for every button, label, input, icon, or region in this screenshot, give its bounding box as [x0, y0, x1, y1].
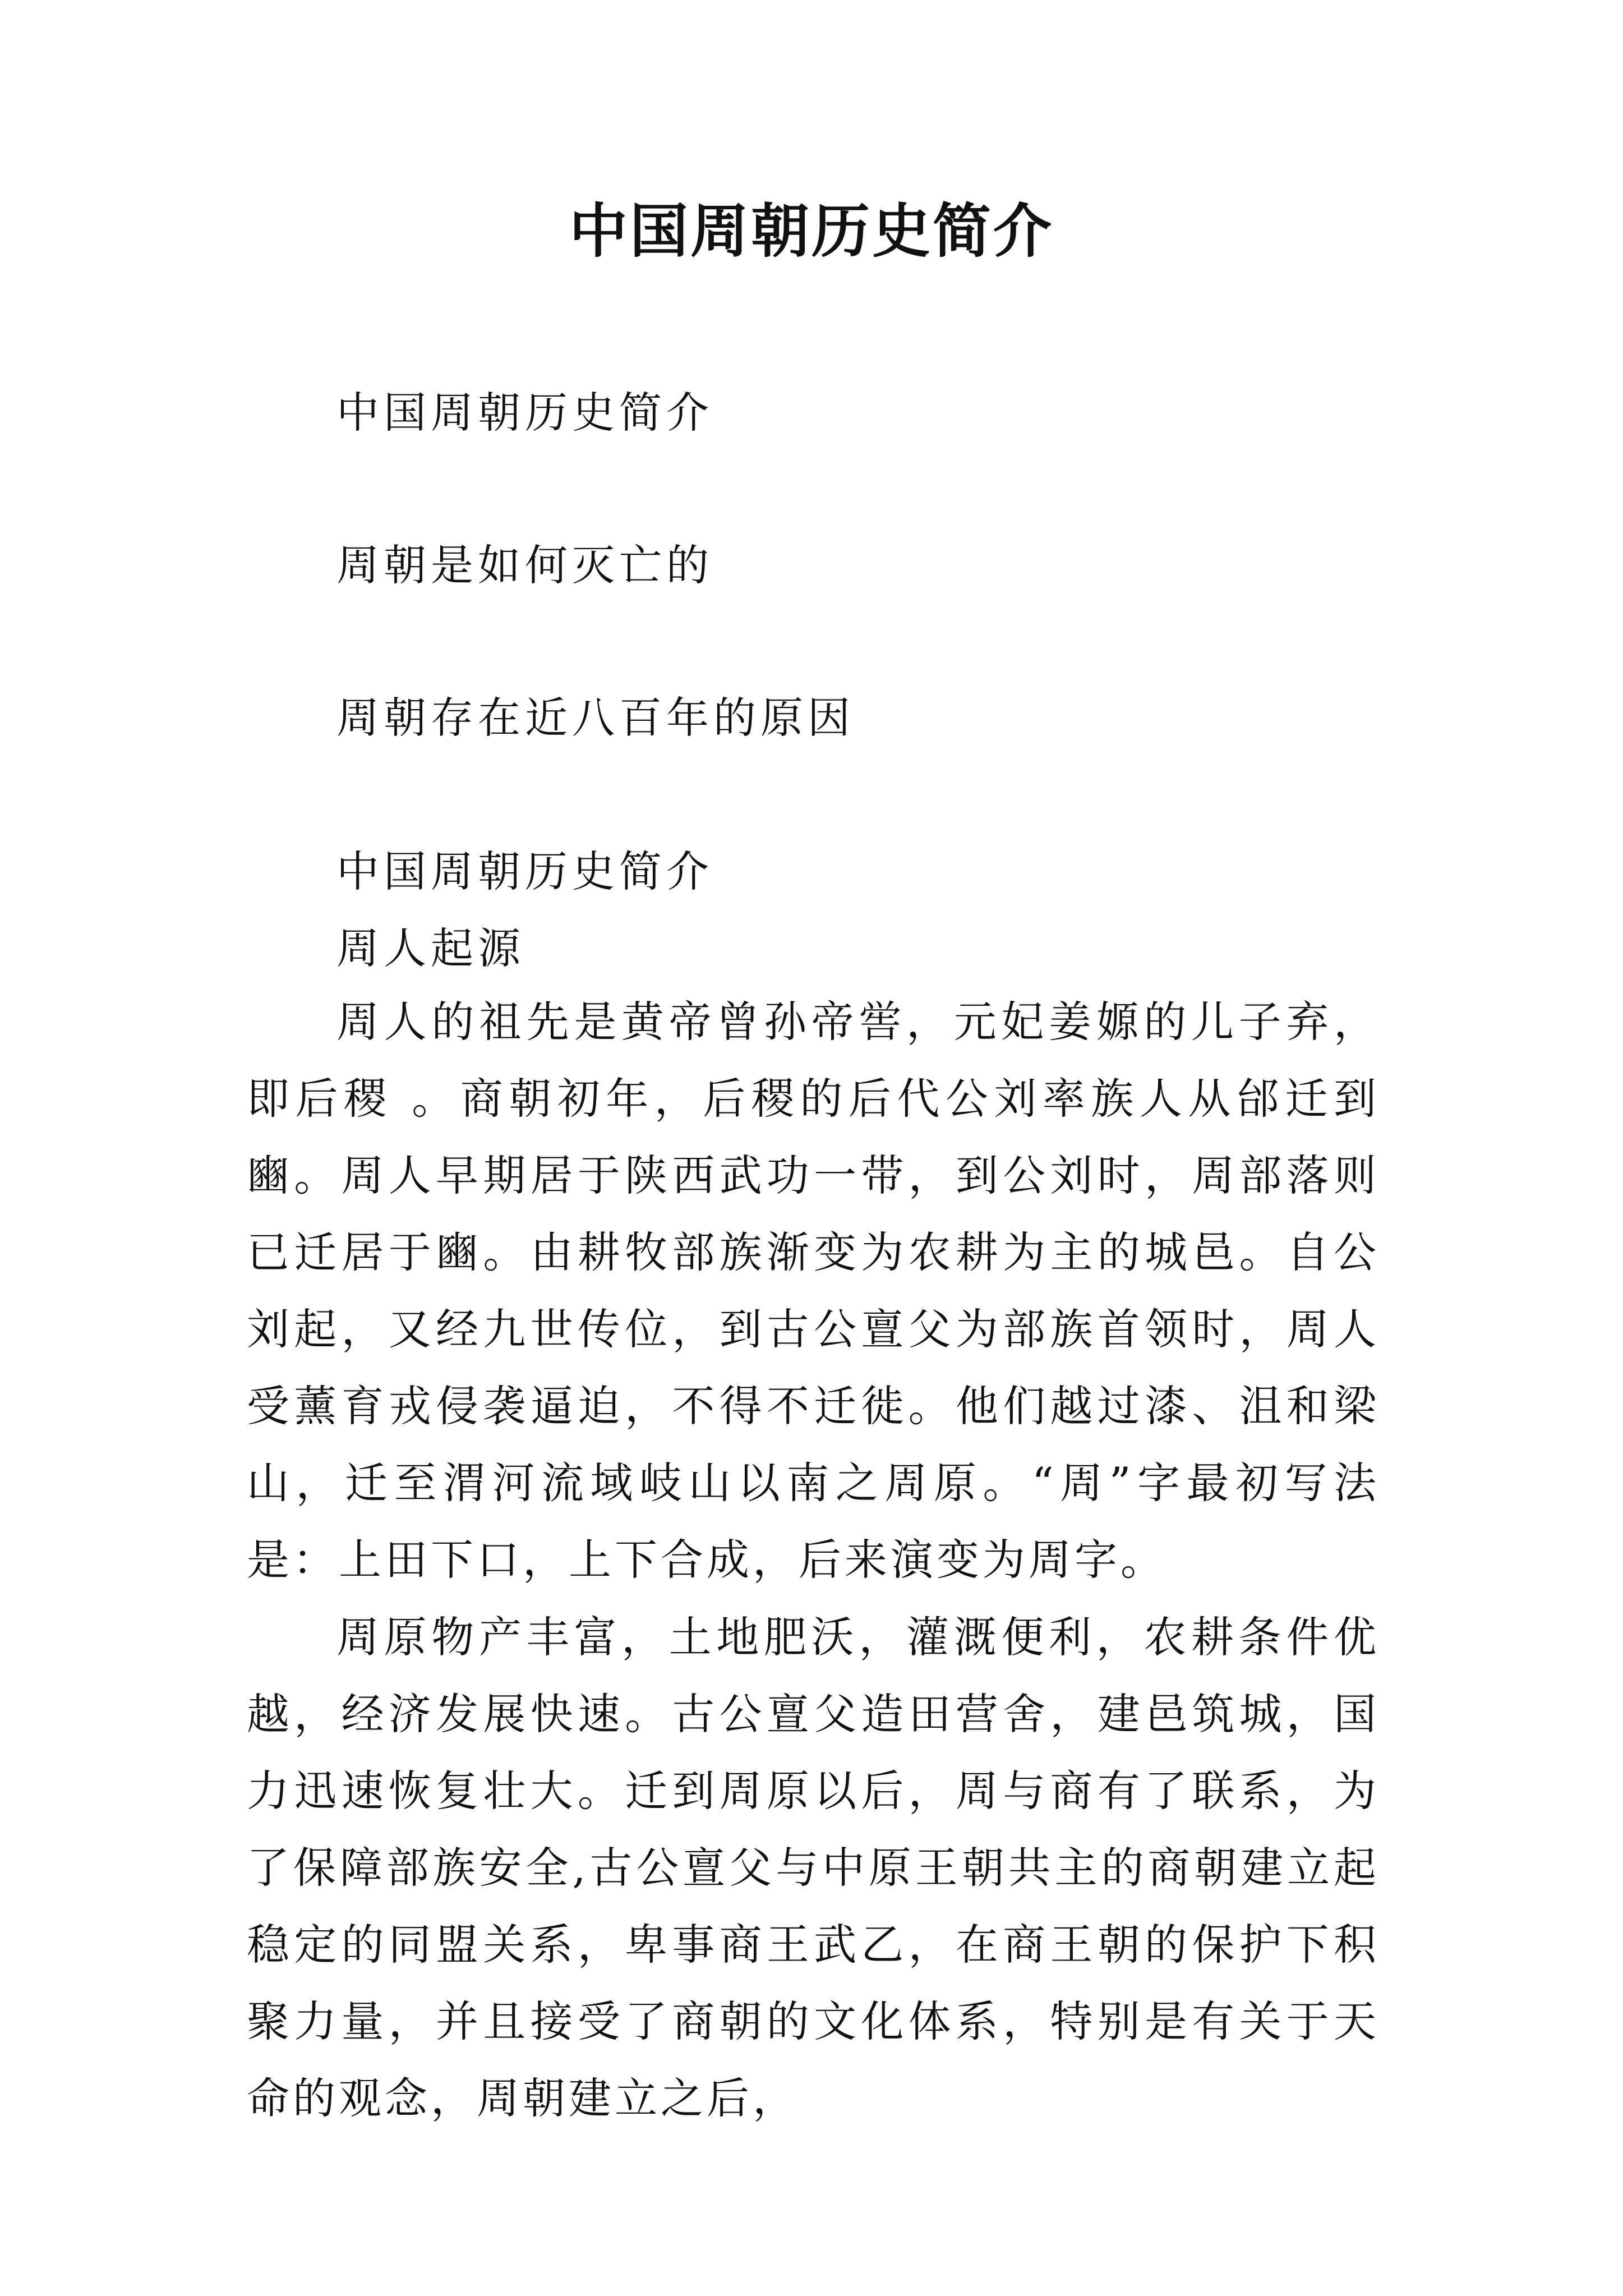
toc-item-fall-of-zhou: 周朝是如何灭亡的 [336, 540, 713, 590]
toc-item-longevity-reasons: 周朝存在近八百年的原因 [336, 693, 855, 743]
toc-item-history-intro: 中国周朝历史简介 [336, 388, 713, 438]
section-title: 中国周朝历史简介 [336, 846, 713, 896]
paragraph-zhouyuan: 周原物产丰富，土地肥沃，灌溉便利，农耕条件优越，经济发展快速。古公亶父造田营舍，建邑筑城，国力迅速恢复壮大。迁到周原以后，周与商有了联系，为了保障部族安全,古公亶父与中原王朝共主的商朝建立起稳定的同盟关系，卑事商王武乙，在商王朝的保护下积聚力量，并且接受了商朝的文化体系，特别是有关于天命的观念，周朝建立之后， [247, 1612, 1380, 2123]
document-title: 中国周朝历史简介 [569, 196, 1054, 265]
paragraph-origin: 周人的祖先是黄帝曾孙帝喾，元妃姜嫄的儿子弃，即后稷 。商朝初年，后稷的后代公刘率族人从邰迁到豳。周人早期居于陕西武功一带，到公刘时，周部落则已迁居于豳。由耕牧部族渐变为农耕为主的城邑。自公刘起，又经九世传位，到古公亶父为部族首领时，周人受薰育戎侵袭逼迫，不得不迁徙。他们越过漆、沮和梁山，迁至渭河流域岐山以南之周原。“周”字最初写法是：上田下口，上下合成，后来演变为周字。 [247, 997, 1380, 1585]
subsection-title: 周人起源 [336, 923, 525, 973]
